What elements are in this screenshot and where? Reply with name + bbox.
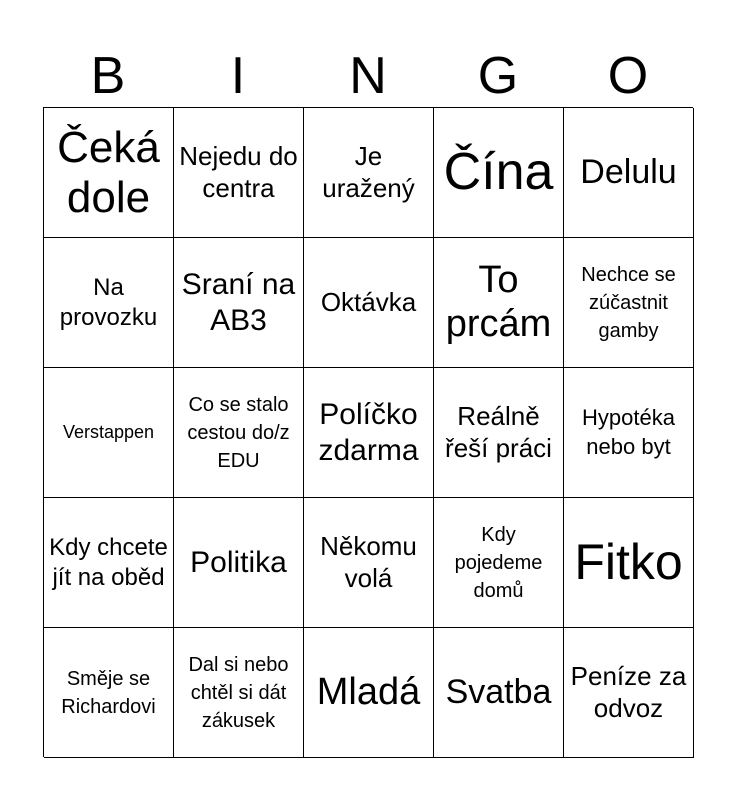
bingo-cell[interactable]: [434, 628, 564, 758]
bingo-cell[interactable]: [174, 368, 304, 498]
cell-label: Sraní na AB3: [181, 267, 296, 337]
bingo-cell[interactable]: [44, 368, 174, 498]
bingo-cell[interactable]: [174, 108, 304, 238]
bingo-cell[interactable]: [564, 108, 694, 238]
bingo-cell[interactable]: [304, 238, 434, 368]
bingo-cell[interactable]: [44, 108, 174, 238]
bingo-cell[interactable]: [434, 238, 564, 368]
bingo-cell[interactable]: [304, 628, 434, 758]
header-letter-g: G: [477, 47, 519, 105]
bingo-cell[interactable]: [174, 628, 304, 758]
bingo-cell[interactable]: [44, 238, 174, 368]
bingo-cell[interactable]: [564, 368, 694, 498]
cell-label: Svatba: [445, 673, 552, 712]
cell-label: Mladá: [316, 670, 421, 713]
bingo-cell[interactable]: [304, 368, 434, 498]
header-letter-b: B: [90, 47, 126, 105]
cell-label: Politika: [190, 545, 287, 579]
header-letter-o: O: [607, 47, 649, 105]
header-letter-n: N: [349, 47, 387, 105]
bingo-cell[interactable]: [174, 498, 304, 628]
cell-label: Kdy pojedeme domů: [454, 523, 543, 602]
cell-label: Čeká dole: [57, 123, 160, 222]
cell-label: Reálně řeší práci: [445, 401, 552, 463]
cell-label: Na provozku: [59, 273, 158, 331]
cell-label: Peníze za odvoz: [570, 661, 687, 723]
bingo-cell[interactable]: [304, 498, 434, 628]
bingo-cell[interactable]: [434, 368, 564, 498]
cell-label: Čína: [443, 142, 554, 201]
cell-label: Nejedu do centra: [179, 141, 298, 203]
cell-label: To prcám: [445, 258, 552, 345]
bingo-cell[interactable]: [304, 108, 434, 238]
cell-label: Dal si nebo chtěl si dát zákusek: [188, 653, 289, 732]
cell-label: Někomu volá: [320, 531, 417, 593]
bingo-cell[interactable]: [44, 498, 174, 628]
bingo-cell[interactable]: [564, 628, 694, 758]
cell-label: Fitko: [574, 534, 683, 590]
cell-label: Delulu: [580, 153, 677, 192]
bingo-card-grid: [43, 107, 693, 757]
header-letter-i: I: [230, 47, 246, 105]
cell-label: Hypotéka nebo byt: [582, 404, 675, 459]
cell-label: Směje se Richardovi: [61, 667, 156, 718]
cell-label: Co se stalo cestou do/z EDU: [187, 393, 290, 472]
bingo-cell[interactable]: [174, 238, 304, 368]
cell-label: Kdy chcete jít na oběd: [49, 533, 168, 591]
bingo-header: [43, 44, 693, 108]
cell-label: Je uražený: [322, 141, 415, 203]
cell-label: Verstappen: [62, 422, 155, 443]
cell-label: Nechce se zúčastnit gamby: [581, 263, 676, 342]
cell-label: Oktávka: [320, 286, 417, 317]
bingo-cell[interactable]: [564, 238, 694, 368]
bingo-cell[interactable]: [434, 108, 564, 238]
bingo-cell[interactable]: [434, 498, 564, 628]
bingo-cell[interactable]: [564, 498, 694, 628]
bingo-cell[interactable]: [44, 628, 174, 758]
cell-label: Políčko zdarma: [318, 397, 419, 467]
